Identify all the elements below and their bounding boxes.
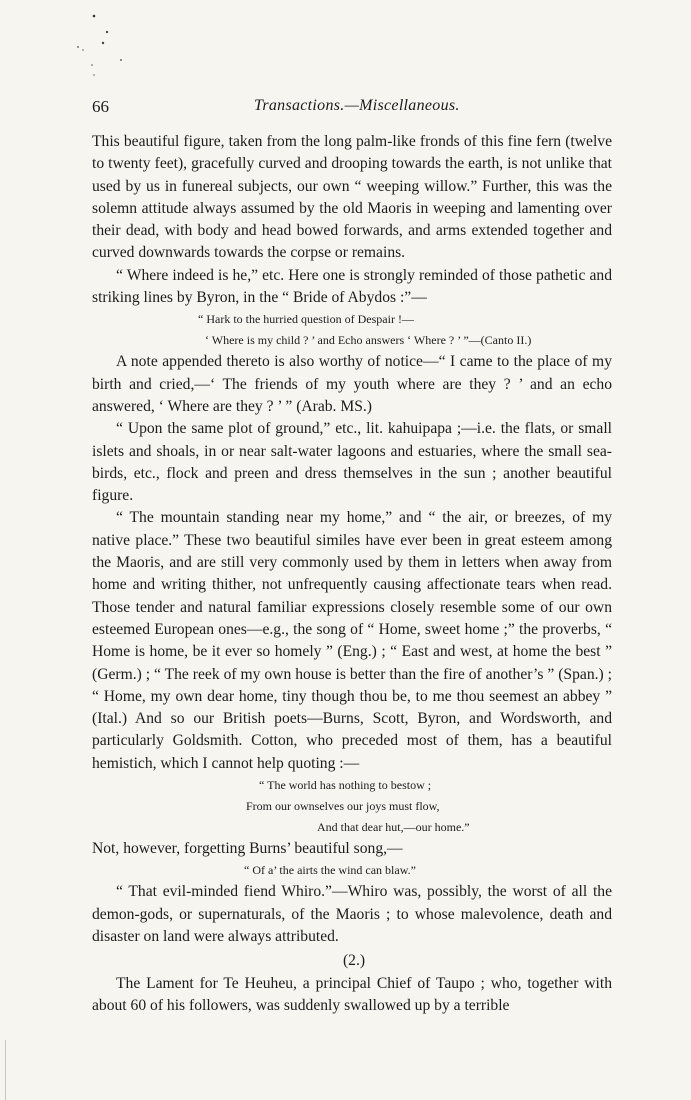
paragraph: “ Where indeed is he,” etc. Here one is strongly reminded of those pathetic and striking lines by Byron, in the “ Bride of Abydos :”— (92, 266, 612, 307)
verse-line: “ The world has nothing to bestow ; (259, 778, 432, 793)
paragraph: The Lament for Te Heuheu, a principal Chief of Taupo ; who, together with about 60 of his followers, was suddenly swallowed up by a terrible (92, 974, 612, 1014)
paragraph: A note appended thereto is also worthy of notice—“ I came to the place of my birth and cried,—‘ The friends of my youth where are they ? ’ and an echo answered, ‘ Where are they ? ’ ” (Arab. MS.) (92, 353, 612, 415)
section-number: (2.) (342, 952, 366, 970)
verse-line: And that dear hut,—our home.” (317, 820, 470, 835)
scan-edge-line (5, 1040, 6, 1100)
paragraph: This beautiful figure, taken from the long palm-like fronds of this fine fern (twelve to twenty feet), gracefully curved and drooping towards the earth, is not unlike that used by us in funereal subjects, our own “ weeping willow.” Further, this was the solemn attitude always assumed by the old Maoris in weeping and lamenting over their dead, with body and head bowed forwards, and arms extended together and curved downwards towards the corpse or remains. (92, 133, 612, 262)
verse-line: “ Hark to the hurried question of Despair !— (198, 312, 414, 327)
body-text (92, 131, 612, 1017)
paragraph: “ The mountain standing near my home,” and “ the air, or breezes, of my native place.” These two beautiful similes have ever been in great esteem among the Maoris, and are still very commonly used by them in letters when away from home and writing thither, not unfrequently causing affectionate tears when read. Those tender and natural familiar expressions closely resemble some of our own esteemed European ones—e.g., the song of “ Home, sweet home ;” the proverbs, “ Home is home, be it ever so homely ” (Eng.) ; “ East and west, at home the best ” (Germ.) ; “ The reek of my own house is better than the fire of another’s ” (Span.) ; “ Home, my own dear home, tiny though thou be, to me thou seemest an abbey ” (Ital.) And so our British poets—Burns, Scott, Byron, and Wordsworth, and particularly Goldsmith. Cotton, who preceded most of them, has a beautiful hemistich, which I cannot help quoting :— (92, 509, 612, 772)
page-number: 66 (92, 97, 109, 116)
verse-line: From our ownselves our joys must flow, (246, 799, 440, 814)
verse-line: ‘ Where is my child ? ’ and Echo answers ‘ Where ? ’ ”—(Canto II.) (205, 333, 532, 348)
verse-line: “ Of a’ the airts the wind can blaw.” (244, 863, 416, 878)
paragraph: “ That evil-minded fiend Whiro.”—Whiro was, possibly, the worst of all the demon-gods, or supernaturals, of the Maoris ; to whose malevolence, death and disaster on land were always attributed. (92, 883, 612, 945)
paragraph: “ Upon the same plot of ground,” etc., lit. kahuipapa ;—i.e. the flats, or small islets and shoals, in or near salt-water lagoons and estuaries, where the small sea-birds, etc., flock and preen and dress themselves in the sun ; another beautiful figure. (92, 420, 612, 505)
paragraph: Not, however, forgetting Burns’ beautiful song,— (92, 840, 403, 858)
page-header (92, 97, 612, 121)
print-specks (70, 10, 130, 80)
running-head: Transactions.—Miscellaneous. (254, 97, 460, 114)
